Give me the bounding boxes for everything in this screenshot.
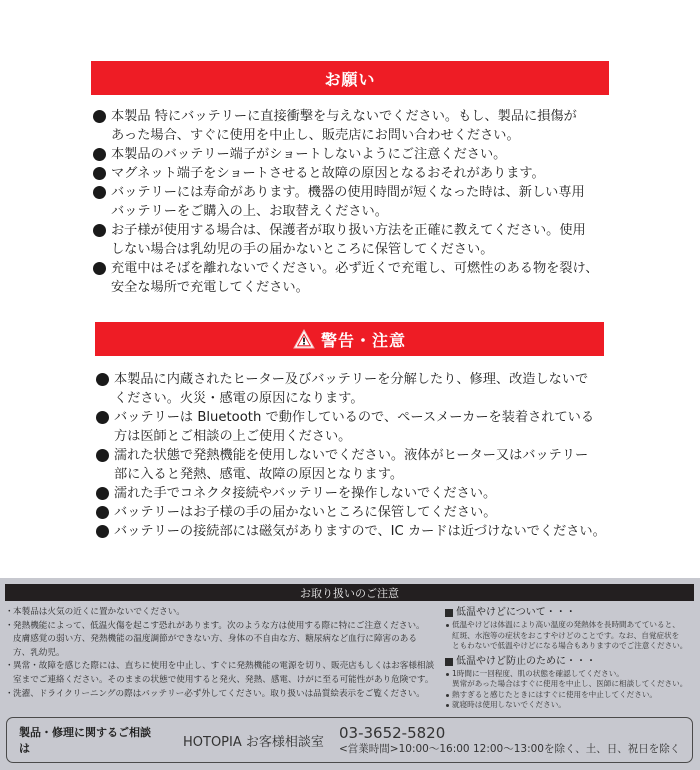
bullet-icon: ・ [5,620,14,631]
bullet-icon [96,506,109,519]
list-item: お子様が使用する場合は、保護者が取り扱い方法を正確に教えてください。使用 しない場合は乳幼児の手の届かないところに保管してください。 [92,221,622,259]
bullet-icon [93,110,106,123]
bullet-icon [446,624,449,627]
burn-prevention-heading: 低温やけど防止のために・・・ [445,655,700,669]
list-item: 濡れた手でコネクタ接続やバッテリーを操作しないでください。 [95,484,635,503]
list-item: バッテリーは Bluetooth で動作しているので、ペースメーカーを装着されている 方は医師とご相談の上ご使用ください。 [95,408,635,446]
bullet-icon [93,186,106,199]
bullet-icon: ・ [5,661,14,672]
warning-section-header [95,322,604,356]
burn-prevention-list [445,669,700,711]
list-item: ・ 発熱機能によって、低温火傷を起こす恐れがあります。次のような方は使用する際に特にご注意ください。 皮膚感覚の弱い方、発熱機能の温度調節ができない方、身体の不自由な方、糖尿病など血行に障害のある 方、乳幼児。 [5,620,425,658]
bullet-icon [93,262,106,275]
contact-company: HOTOPIA お客様相談室 [183,734,324,750]
list-item: 本製品に内蔵されたヒーター及びバッテリーを分解したり、修理、改造しないで ください。火災・感電の原因になります。 [95,370,635,408]
handling-list [4,606,436,701]
bullet-icon [446,673,449,676]
warning-list [95,370,635,541]
list-item: 1時間に一回程度、肌の状態を確認してください。 異常があった場合はすぐに使用を中止し、医師に相談してください。 [445,669,700,690]
warning-triangle-icon [293,329,315,349]
list-item: ・ 異常・故障を感じた際には、直ちに使用を中止し、すぐに発熱機能の電源を切り、販売店もしくはお客様相談 室までご連絡ください。そのままの状態で使用すると発火、発熱、感電、けがに至る可能性があり危険です。 [5,661,435,685]
list-item: 低温やけどは体温により高い温度の発熱体を長時間あてていると、 紅斑、水泡等の症状をおこすやけどのことです。なお、自覚症状を ともわないで低温やけどになる場合もありますのでご注意ください。 [445,620,700,652]
low-temp-burn-info [445,606,700,714]
bullet-icon: ・ [5,607,14,617]
warning-section-title: 警告・注意 [320,330,406,350]
list-item: バッテリーの接続部には磁気がありますので、IC カードは近づけないでください。 [95,522,635,541]
list-item: バッテリーはお子様の手の届かないところに保管してください。 [95,503,635,522]
bullet-icon [93,224,106,237]
bullet-icon [93,148,106,161]
list-item: 就寝時は使用しないでください。 [445,700,700,711]
bullet-icon: ・ [5,688,14,699]
request-section-title: お願い [324,69,376,89]
list-item: 本製品のバッテリー端子がショートしないようにご注意ください。 [92,145,622,164]
bullet-icon [96,487,109,500]
handling-panel-title: お取り扱いのご注意 [300,586,399,600]
list-item: 熱すぎると感じたときにはすぐに使用を中止してください。 [445,690,700,701]
list-item: 濡れた状態で発熱機能を使用しないでください。液体がヒーター又はバッテリー 部に入ると発熱、感電、故障の原因となります。 [95,446,635,484]
contact-hours: <営業時間>10:00〜16:00 12:00〜13:00を除く、土、日、祝日を除く [339,743,681,755]
contact-label: 製品・修理に関するご相談は [19,726,151,755]
list-item: ・ 本製品は火気の近くに置かないでください。 [4,606,436,620]
request-section-header [91,61,609,95]
square-bullet-icon [445,609,453,617]
bullet-icon [446,694,449,697]
request-list [92,107,622,297]
list-item: 本製品 特にバッテリーに直接衝撃を与えないでください。もし、製品に損傷が あった場合、すぐに使用を中止し、販売店にお問い合わせください。 [92,107,622,145]
low-temp-burn-list [445,620,700,652]
handling-panel-header [5,584,694,601]
bullet-icon [446,704,449,707]
contact-phone: 03-3652-5820 [339,724,446,742]
list-item: 充電中はそばを離れないでください。必ず近くで充電し、可燃性のある物を裂け、 安全な場所で充電してください。 [92,259,622,297]
bullet-icon [93,167,106,180]
list-item: マグネット端子をショートさせると故障の原因となるおそれがあります。 [92,164,622,183]
bullet-icon [96,411,109,424]
bullet-icon [96,525,109,538]
list-item: ・ 洗濯、ドライクリーニングの際はバッテリー必ず外してください。取り扱いは品質絵表示をご覧ください。 [4,688,436,702]
contact-info [339,724,680,756]
list-item: バッテリーには寿命があります。機器の使用時間が短くなった時は、新しい専用 バッテリーをご購入の上、お取替えください。 [92,183,622,221]
low-temp-burn-heading: 低温やけどについて・・・ [445,606,700,620]
bullet-icon [96,373,109,386]
bullet-icon [96,449,109,462]
contact-box [6,717,693,763]
handling-panel [0,578,700,770]
square-bullet-icon [445,658,453,666]
